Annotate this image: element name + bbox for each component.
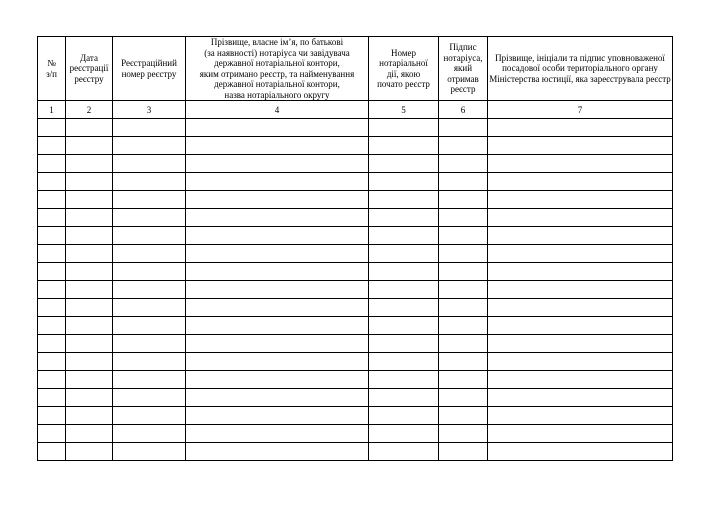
table-row — [38, 425, 673, 443]
register-table — [37, 36, 673, 461]
table-cell — [439, 335, 488, 353]
table-cell — [113, 209, 186, 227]
table-cell — [488, 317, 673, 335]
table-cell — [66, 353, 113, 371]
column-number-cell: 4 — [186, 101, 369, 119]
table-row — [38, 227, 673, 245]
table-cell — [38, 155, 66, 173]
table-row — [38, 155, 673, 173]
header-cell-notarial-act-number — [369, 37, 439, 101]
table-cell — [186, 137, 369, 155]
table-row — [38, 299, 673, 317]
table-cell — [488, 155, 673, 173]
table-cell — [186, 317, 369, 335]
table-row — [38, 209, 673, 227]
table-cell — [439, 317, 488, 335]
table-cell — [186, 281, 369, 299]
table-cell — [66, 227, 113, 245]
table-cell — [186, 425, 369, 443]
table-cell — [66, 407, 113, 425]
table-cell — [66, 245, 113, 263]
column-number-cell: 7 — [488, 101, 673, 119]
table-cell — [439, 263, 488, 281]
table-cell — [369, 119, 439, 137]
table-cell — [38, 263, 66, 281]
table-cell — [488, 191, 673, 209]
table-cell — [369, 245, 439, 263]
table-cell — [113, 281, 186, 299]
table-row — [38, 389, 673, 407]
header-notary-name-label: Прізвище, власне ім’я, по батькові (за наявності) нотаріуса чи завідувача державної нотаріальної контори, яким отримано реєстр, та найменування державної нотаріальної контори, назва нотаріального округу — [199, 37, 355, 100]
table-cell — [38, 245, 66, 263]
table-cell — [113, 191, 186, 209]
table-cell — [439, 119, 488, 137]
table-cell — [488, 281, 673, 299]
table-cell — [113, 227, 186, 245]
table-cell — [66, 317, 113, 335]
table-cell — [113, 335, 186, 353]
table-cell — [488, 209, 673, 227]
table-row — [38, 443, 673, 461]
column-number-cell: 3 — [113, 101, 186, 119]
table-cell — [113, 299, 186, 317]
table-row — [38, 173, 673, 191]
table-cell — [66, 209, 113, 227]
table-cell — [38, 209, 66, 227]
table-cell — [38, 299, 66, 317]
table-row — [38, 137, 673, 155]
table-cell — [186, 407, 369, 425]
table-cell — [488, 119, 673, 137]
table-cell — [38, 227, 66, 245]
table-cell — [369, 155, 439, 173]
table-cell — [369, 227, 439, 245]
table-cell — [488, 245, 673, 263]
table-cell — [66, 119, 113, 137]
table-cell — [66, 389, 113, 407]
table-row — [38, 407, 673, 425]
header-notarial-act-number-label: Номер нотаріальної дії, якою почато реєстр — [377, 47, 430, 89]
table-cell — [186, 191, 369, 209]
table-cell — [38, 443, 66, 461]
table-cell — [369, 317, 439, 335]
table-cell — [439, 353, 488, 371]
table-cell — [439, 299, 488, 317]
table-cell — [369, 371, 439, 389]
table-cell — [38, 317, 66, 335]
table-cell — [38, 425, 66, 443]
column-number-cell: 2 — [66, 101, 113, 119]
header-cell-registration-number — [113, 37, 186, 101]
table-cell — [38, 137, 66, 155]
table-cell — [439, 155, 488, 173]
table-cell — [38, 389, 66, 407]
register-body — [38, 119, 673, 461]
table-cell — [439, 173, 488, 191]
table-cell — [66, 281, 113, 299]
table-cell — [488, 173, 673, 191]
table-cell — [66, 335, 113, 353]
table-cell — [369, 137, 439, 155]
table-cell — [38, 335, 66, 353]
table-cell — [113, 389, 186, 407]
table-cell — [369, 299, 439, 317]
table-cell — [38, 119, 66, 137]
table-cell — [186, 443, 369, 461]
table-cell — [38, 407, 66, 425]
table-cell — [439, 371, 488, 389]
table-cell — [488, 389, 673, 407]
table-cell — [369, 173, 439, 191]
table-cell — [66, 263, 113, 281]
table-cell — [113, 245, 186, 263]
table-cell — [369, 335, 439, 353]
table-cell — [113, 137, 186, 155]
table-cell — [369, 353, 439, 371]
table-cell — [186, 371, 369, 389]
table-cell — [439, 407, 488, 425]
column-number-cell: 6 — [439, 101, 488, 119]
table-cell — [488, 335, 673, 353]
table-cell — [369, 407, 439, 425]
table-cell — [369, 443, 439, 461]
table-cell — [439, 191, 488, 209]
table-cell — [186, 119, 369, 137]
table-cell — [488, 371, 673, 389]
header-registration-date-label: Дата реєстрації реєстру — [69, 52, 109, 84]
table-cell — [439, 443, 488, 461]
table-cell — [186, 299, 369, 317]
table-cell — [66, 155, 113, 173]
table-row — [38, 281, 673, 299]
table-cell — [186, 353, 369, 371]
table-cell — [113, 155, 186, 173]
table-cell — [439, 425, 488, 443]
table-cell — [38, 281, 66, 299]
column-number-cell: 5 — [369, 101, 439, 119]
table-cell — [186, 209, 369, 227]
header-row — [38, 37, 673, 101]
table-cell — [113, 371, 186, 389]
header-cell-number — [38, 37, 66, 101]
header-notary-signature-label: Підпис нотаріуса, який отримав реєстр — [443, 42, 483, 95]
table-cell — [488, 299, 673, 317]
table-row — [38, 191, 673, 209]
table-cell — [439, 245, 488, 263]
table-cell — [369, 425, 439, 443]
header-cell-official-signature — [488, 37, 673, 101]
table-cell — [113, 425, 186, 443]
header-cell-notary-name — [186, 37, 369, 101]
table-cell — [113, 443, 186, 461]
table-cell — [38, 173, 66, 191]
table-cell — [113, 173, 186, 191]
column-number-row — [38, 101, 673, 119]
table-cell — [113, 353, 186, 371]
table-cell — [439, 281, 488, 299]
table-cell — [488, 425, 673, 443]
table-cell — [113, 317, 186, 335]
table-row — [38, 263, 673, 281]
table-cell — [66, 371, 113, 389]
table-cell — [186, 389, 369, 407]
table-cell — [186, 263, 369, 281]
table-cell — [38, 371, 66, 389]
column-number-cell: 1 — [38, 101, 66, 119]
table-cell — [186, 245, 369, 263]
table-cell — [66, 425, 113, 443]
header-cell-registration-date — [66, 37, 113, 101]
table-cell — [369, 191, 439, 209]
table-cell — [488, 263, 673, 281]
table-row — [38, 353, 673, 371]
table-cell — [439, 389, 488, 407]
table-cell — [66, 443, 113, 461]
table-cell — [113, 407, 186, 425]
table-cell — [113, 119, 186, 137]
table-cell — [369, 281, 439, 299]
table-row — [38, 317, 673, 335]
table-cell — [369, 209, 439, 227]
table-cell — [66, 299, 113, 317]
table-cell — [488, 407, 673, 425]
table-row — [38, 119, 673, 137]
header-official-signature-label: Прізвище, ініціали та підпис уповноваженої посадової особи територіального органу Міністерства юстиції, яка зареєструвала реєстр — [489, 52, 671, 84]
table-cell — [38, 191, 66, 209]
header-registration-number-label: Реєстраційний номер реєстру — [121, 58, 177, 79]
table-cell — [439, 209, 488, 227]
table-cell — [186, 227, 369, 245]
table-cell — [439, 137, 488, 155]
table-cell — [369, 263, 439, 281]
table-cell — [186, 335, 369, 353]
table-cell — [66, 137, 113, 155]
table-cell — [38, 353, 66, 371]
table-cell — [113, 263, 186, 281]
table-cell — [66, 191, 113, 209]
table-cell — [488, 137, 673, 155]
table-cell — [488, 443, 673, 461]
table-cell — [369, 389, 439, 407]
table-row — [38, 245, 673, 263]
table-cell — [66, 173, 113, 191]
table-cell — [186, 173, 369, 191]
table-cell — [439, 227, 488, 245]
header-cell-notary-signature — [439, 37, 488, 101]
table-cell — [488, 227, 673, 245]
table-cell — [488, 353, 673, 371]
table-cell — [186, 155, 369, 173]
table-row — [38, 371, 673, 389]
table-row — [38, 335, 673, 353]
header-number-label: № з/п — [46, 58, 57, 79]
